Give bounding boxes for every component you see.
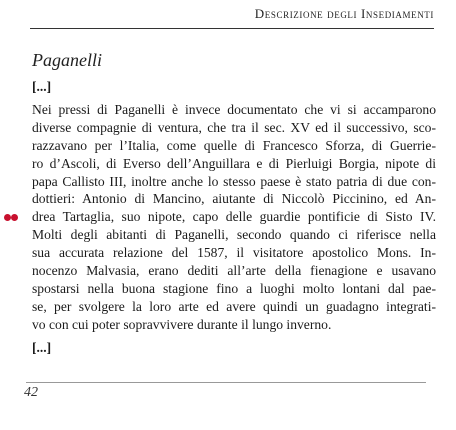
omission-marker-bottom: [...] [32, 340, 52, 355]
body-paragraph [32, 101, 436, 334]
omission-marker-top: [...] [32, 79, 52, 94]
text-line: nocenzo Malvasia, erano dediti all’arte della fienagione e usavano [32, 263, 436, 279]
text-line: se, per svolgere la loro arte ed avere quindi un guadagno integrati- [32, 298, 436, 314]
text-line: spostarsi nella buona stagione fino a luoghi molto lontani dal pae- [32, 280, 436, 296]
text-line: papa Callisto III, inoltre anche lo stesso paese è stato patria di due con- [32, 173, 436, 189]
red-marker-icon [4, 214, 20, 222]
text-line: ro d’Ascoli, di Everso dell’Anguillara e di Pierluigi Borgia, nipote di [32, 155, 436, 171]
page-number: 42 [24, 385, 38, 400]
footer-divider [26, 382, 426, 383]
text-line: razzavano per l’Italia, come quelle di Francesco Sforza, di Guerrie- [32, 137, 436, 153]
section-title: Paganelli [32, 50, 102, 70]
text-line: sua accurata relazione del 1587, il visitatore apostolico Mons. In- [32, 245, 436, 261]
text-line: vo con cui poter sopravvivere durante il lungo inverno. [32, 316, 332, 332]
text-line: drea Tartaglia, suo nipote, capo delle guardie pontificie di Sisto IV. [32, 209, 436, 225]
text-line: Nei pressi di Paganelli è invece documentato che vi si accamparono [32, 102, 436, 117]
text-line: dottieri: Antonio di Mancino, aiutante di Niccolò Piccinino, ed An- [32, 191, 436, 207]
header-divider [30, 28, 434, 29]
text-line: diverse compagnie di ventura, che tra il sec. XV ed il successivo, sco- [32, 119, 436, 135]
running-head: Descrizione degli Insediamenti [254, 6, 434, 21]
text-line: Molti degli abitanti di Paganelli, secondo quando ci riferisce nella [32, 227, 436, 243]
